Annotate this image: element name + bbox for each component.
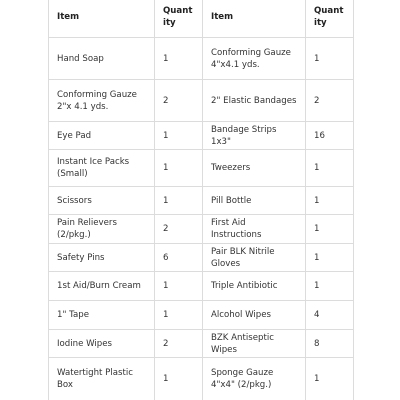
item-cell: Hand Soap	[49, 38, 155, 80]
item-cell: Watertight Plastic Box	[49, 358, 155, 400]
quantity-cell: 1	[155, 150, 203, 187]
quantity-cell: 6	[155, 244, 203, 272]
item-cell: BZK Antiseptic Wipes	[203, 330, 306, 358]
table-row	[49, 122, 354, 150]
quantity-cell: 1	[306, 272, 354, 301]
kit-contents-table	[48, 0, 354, 400]
quantity-cell: 8	[306, 330, 354, 358]
item-cell: Instant Ice Packs (Small)	[49, 150, 155, 187]
table-row	[49, 80, 354, 122]
table-row	[49, 187, 354, 215]
item-cell: 1" Tape	[49, 301, 155, 330]
table-row	[49, 272, 354, 301]
item-cell: Triple Antibiotic	[203, 272, 306, 301]
item-cell: 1st Aid/Burn Cream	[49, 272, 155, 301]
header-item-right: Item	[203, 0, 306, 38]
item-cell: Pain Relievers (2/pkg.)	[49, 215, 155, 244]
item-cell: Scissors	[49, 187, 155, 215]
table-row	[49, 301, 354, 330]
item-cell: Iodine Wipes	[49, 330, 155, 358]
quantity-cell: 1	[306, 215, 354, 244]
item-cell: Conforming Gauze 4"x4.1 yds.	[203, 38, 306, 80]
quantity-cell: 1	[306, 38, 354, 80]
quantity-cell: 1	[306, 358, 354, 400]
quantity-cell: 1	[155, 187, 203, 215]
quantity-cell: 1	[155, 301, 203, 330]
quantity-cell: 2	[306, 80, 354, 122]
header-quantity-left: Quantity	[155, 0, 203, 38]
item-cell: Pill Bottle	[203, 187, 306, 215]
item-cell: Safety Pins	[49, 244, 155, 272]
item-cell: Eye Pad	[49, 122, 155, 150]
table-row	[49, 330, 354, 358]
item-cell: Tweezers	[203, 150, 306, 187]
item-cell: First Aid Instructions	[203, 215, 306, 244]
quantity-cell: 4	[306, 301, 354, 330]
item-cell: Conforming Gauze 2"x 4.1 yds.	[49, 80, 155, 122]
table-row	[49, 215, 354, 244]
item-cell: 2" Elastic Bandages	[203, 80, 306, 122]
quantity-cell: 1	[306, 244, 354, 272]
table-row	[49, 150, 354, 187]
item-cell: Bandage Strips 1x3"	[203, 122, 306, 150]
header-quantity-right: Quantity	[306, 0, 354, 38]
quantity-cell: 16	[306, 122, 354, 150]
header-item-left: Item	[49, 0, 155, 38]
quantity-cell: 1	[306, 187, 354, 215]
table-row	[49, 38, 354, 80]
item-cell: Pair BLK Nitrile Gloves	[203, 244, 306, 272]
quantity-cell: 2	[155, 330, 203, 358]
item-cell: Sponge Gauze 4"x4" (2/pkg.)	[203, 358, 306, 400]
quantity-cell: 1	[155, 38, 203, 80]
quantity-cell: 1	[155, 272, 203, 301]
table-row	[49, 244, 354, 272]
quantity-cell: 1	[155, 122, 203, 150]
table-header-row	[49, 0, 354, 38]
quantity-cell: 2	[155, 80, 203, 122]
quantity-cell: 1	[306, 150, 354, 187]
item-cell: Alcohol Wipes	[203, 301, 306, 330]
table-row	[49, 358, 354, 400]
quantity-cell: 1	[155, 358, 203, 400]
quantity-cell: 2	[155, 215, 203, 244]
